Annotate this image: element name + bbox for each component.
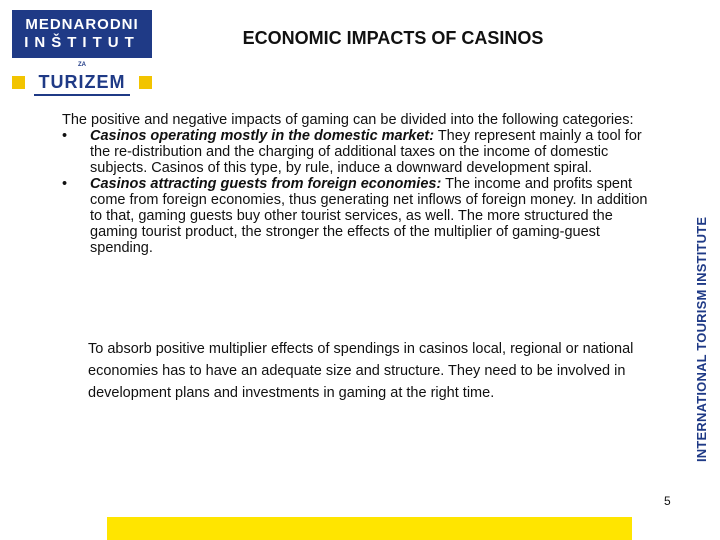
multiplier-paragraph: To absorb positive multiplier effects of spendings in casinos local, regional or national economies has to have an adequate size and structure. They need to be involved in development plans and investments in gaming at the right time. — [88, 341, 634, 401]
bullet-text-domestic: They represent mainly a tool for the re-distribution and the charging of additional taxes on the income of domestic subjects. Casinos of this type, by rule, induce a downward development spiral. — [90, 128, 642, 176]
bullet-item-foreign — [62, 176, 660, 256]
bullet-mark-icon: • — [62, 128, 68, 144]
bullet-item-domestic — [62, 128, 660, 176]
page-number: 5 — [664, 494, 671, 508]
institute-logo — [12, 10, 152, 94]
logo-square-left-icon — [12, 76, 25, 89]
logo-za: ZA — [78, 62, 86, 68]
logo-underline — [34, 94, 130, 96]
intro-paragraph: The positive and negative impacts of gaming can be divided into the following categories: — [62, 112, 634, 128]
logo-line-institut: INŠTITUT — [24, 34, 140, 51]
side-vertical-text: INTERNATIONAL TOURISM INSTITUTE — [694, 216, 709, 462]
bullet-lead-foreign: Casinos attracting guests from foreign economies: — [90, 176, 442, 192]
slide-content — [62, 112, 660, 256]
logo-bottom — [12, 72, 152, 92]
bullet-text-foreign: The income and profits spent come from foreign economies, thus generating net inflows of foreign money. In addition to that, gaming guests buy other tourist services, as well. The more structured the gaming tourist product, the stronger the effects of the multiplier of gaming-guest spending. — [90, 176, 648, 256]
logo-line-turizem: TURIZEM — [38, 72, 126, 92]
logo-box — [12, 10, 152, 58]
bullet-list — [62, 128, 660, 256]
slide-title: ECONOMIC IMPACTS OF CASINOS — [242, 28, 544, 48]
bullet-lead-domestic: Casinos operating mostly in the domestic market: — [90, 128, 435, 144]
bullet-mark-icon: • — [62, 176, 68, 192]
logo-square-right-icon — [139, 76, 152, 89]
footer-yellow-bar — [107, 517, 632, 540]
logo-line-mednarodni: MEDNARODNI — [25, 16, 139, 33]
